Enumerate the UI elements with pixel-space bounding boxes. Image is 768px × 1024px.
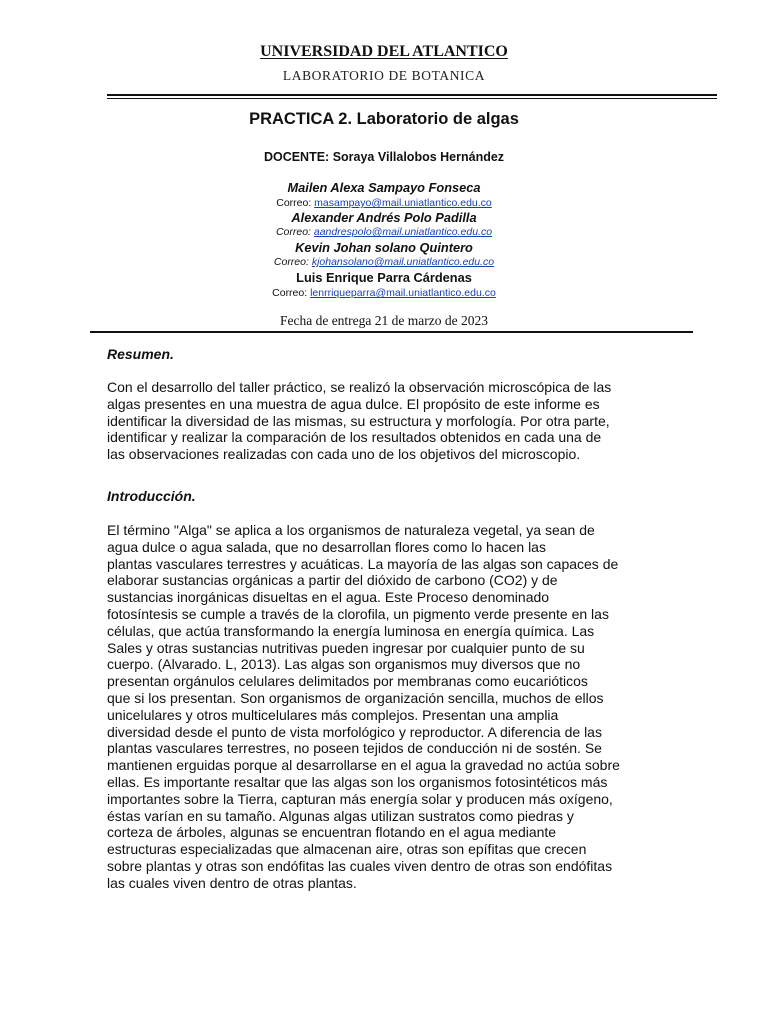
- author-name: Alexander Andrés Polo Padilla: [291, 210, 477, 225]
- introduccion-heading: Introducción.: [107, 488, 196, 504]
- email-label: Correo:: [273, 256, 309, 268]
- author-name: Mailen Alexa Sampayo Fonseca: [287, 180, 481, 195]
- author-email-link[interactable]: kjohansolano@mail.uniatlantico.edu.co: [311, 256, 495, 268]
- text-line: presentan orgánulos celulares delimitados por membranas como eucarióticos: [107, 673, 588, 690]
- section-divider: [90, 331, 693, 333]
- author-email-line: [0, 197, 768, 209]
- document-title: PRACTICA 2. Laboratorio de algas: [249, 110, 519, 128]
- text-line: sustancias inorgánicas disueltas en el agua. Este Proceso denominado: [107, 589, 550, 606]
- text-line: las cuales viven dentro de otras plantas.: [107, 874, 357, 891]
- text-line: las observaciones realizadas con cada uno de los objetivos del microscopio.: [107, 446, 581, 463]
- text-line: identificar la diversidad de las mismas, su estructura y morfología. Por otra parte,: [107, 412, 610, 429]
- due-date: Fecha de entrega 21 de marzo de 2023: [279, 313, 489, 328]
- email-label: Correo:: [272, 287, 308, 299]
- text-line: plantas vasculares terrestres y acuáticas. La mayoría de las algas son capaces de: [107, 555, 619, 572]
- text-line: que si los presentan. Son organismos de organización sencilla, muchos de ellos: [107, 689, 604, 706]
- docente-line: DOCENTE: Soraya Villalobos Hernández: [263, 150, 505, 164]
- text-line: estructuras especializadas que almacenan aire, otras son epífitas que crecen: [107, 841, 587, 858]
- introduccion-paragraph: [107, 522, 667, 892]
- text-line: ellas. Es importante resaltar que las algas son los organismos fotosintéticos más: [107, 773, 608, 790]
- text-line: fotosíntesis se cumple a través de la clorofila, un pigmento verde presente en las: [107, 605, 609, 622]
- header-divider: [107, 94, 717, 96]
- header-divider-thin: [107, 98, 717, 99]
- text-line: Con el desarrollo del taller práctico, se realizó la observación microscópica de las: [107, 379, 612, 395]
- text-line: identificar y realizar la comparación de los resultados obtenidos en cada una de: [107, 429, 602, 446]
- text-line: elaborar sustancias orgánicas a partir del dióxido de carbono (CO2) y de: [107, 572, 558, 589]
- text-line: mantienen erguidas porque al desarrollarse en el agua la gravedad no actúa sobre: [107, 757, 620, 774]
- text-line: cuerpo. (Alvarado. L, 2013). Las algas son organismos muy diversos que no: [107, 656, 581, 673]
- text-line: Sales y otras sustancias nutritivas pueden ingresar por cualquier punto de su: [107, 639, 585, 656]
- author-email-link[interactable]: masampayo@mail.uniatlantico.edu.co: [314, 197, 492, 209]
- email-label: Correo:: [275, 226, 311, 238]
- author-name: Kevin Johan solano Quintero: [295, 240, 473, 255]
- text-line: plantas vasculares terrestres, no poseen tejidos de conducción ni de sostén. Se: [107, 740, 602, 757]
- text-line: diversidad desde el punto de vista morfológico y reproductor. A diferencia de las: [107, 723, 602, 740]
- text-line: corteza de árboles, algunas se encuentran flotando en el agua mediante: [107, 824, 557, 841]
- text-line: importantes sobre la Tierra, capturan más energía solar y producen más oxígeno,: [107, 790, 613, 807]
- author-email-line: [0, 287, 768, 299]
- text-line: éstas varían en su tamaño. Algunas algas utilizan sustratos como piedras y: [107, 807, 574, 824]
- author-email-line: [0, 256, 768, 268]
- text-line: agua dulce o agua salada, que no desarrollan flores como lo hacen las: [107, 538, 546, 555]
- email-label: Correo:: [276, 197, 312, 209]
- resumen-heading: Resumen.: [107, 346, 174, 362]
- text-line: células, que actúa transformando la energía luminosa en energía química. Las: [107, 622, 595, 639]
- resumen-paragraph: [107, 379, 667, 463]
- lab-name: LABORATORIO DE BOTANICA: [282, 68, 486, 83]
- author-email-link[interactable]: lenrriqueparra@mail.uniatlantico.edu.co: [310, 287, 496, 299]
- text-line: sobre plantas y otras son endófitas las cuales viven dentro de otras son endófitas: [107, 857, 613, 874]
- author-name: Luis Enrique Parra Cárdenas: [296, 270, 472, 285]
- university-name: UNIVERSIDAD DEL ATLANTICO: [260, 43, 508, 60]
- author-email-link[interactable]: aandrespolo@mail.uniatlantico.edu.co: [313, 226, 493, 238]
- text-line: algas presentes en una muestra de agua dulce. El propósito de este informe es: [107, 395, 600, 412]
- text-line: El término "Alga" se aplica a los organismos de naturaleza vegetal, ya sean de: [107, 522, 595, 538]
- author-email-line: [0, 226, 768, 238]
- text-line: unicelulares y otros multicelulares más complejos. Presentan una amplia: [107, 706, 559, 723]
